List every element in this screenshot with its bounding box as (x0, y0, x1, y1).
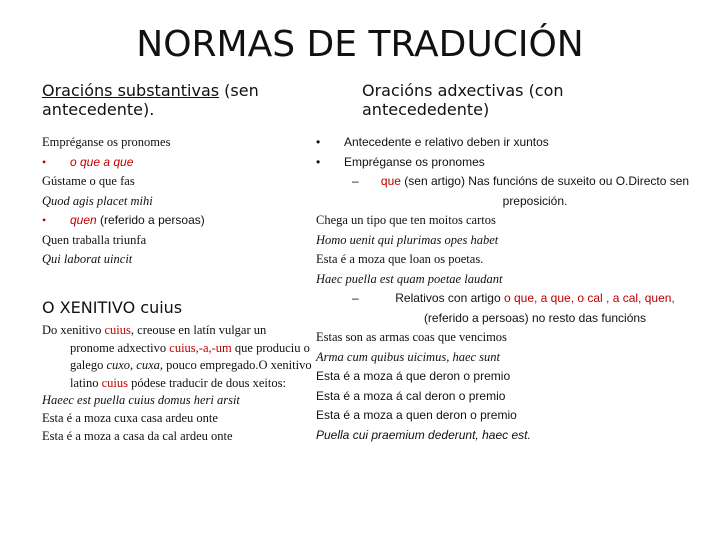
xen-red-3: cuius (101, 375, 128, 390)
xenitivo-heading: O XENITIVO cuius (42, 298, 183, 317)
right-heading: Oracións adxectivas (con antecededente) (362, 81, 564, 119)
right-bullet-1 (316, 133, 696, 153)
xen-text-e: pódese traducir de dous xeitos: (127, 375, 286, 390)
right-line-5: Estas son as armas coas que vencimos (316, 330, 507, 344)
left-bullet-2 (42, 211, 312, 231)
page-title: NORMAS DE TRADUCIÓN (136, 24, 584, 65)
right-bullet-2 (316, 153, 696, 173)
right-dash-2-text-a: Relativos con artigo (395, 291, 504, 305)
left-red-text: o que a que (70, 154, 134, 169)
left-heading-underlined: Oracións substantivas (42, 81, 220, 100)
xen-example-1: Esta é a moza cuxa casa ardeu onte (42, 410, 218, 425)
right-column (316, 133, 696, 445)
left-line-1: Empréganse os pronomes (42, 135, 171, 149)
left-heading-rest: (sen antecedente). (42, 81, 259, 119)
left-quen-rest: (referido a persoas) (96, 213, 205, 227)
left-heading (42, 81, 312, 119)
dash-icon: – (352, 174, 359, 188)
xen-italic: cuxo, cuxa (106, 358, 160, 373)
xen-text-a: Do xenitivo (42, 323, 105, 337)
right-red-relatives: o que, a que, o cal , a cal, quen, (503, 291, 675, 305)
right-line-8: Esta é a moza á cal deron o premio (316, 388, 506, 403)
right-line-10: Puella cui praemium dederunt, haec est. (316, 427, 531, 442)
left-line-3: Gústame o que fas (42, 174, 135, 188)
right-dash-2-text-b: (referido a persoas) no resto das funcións (423, 310, 647, 325)
bullet-icon: • (316, 135, 321, 149)
right-line-4: Haec puella est quam poetae laudant (316, 271, 503, 286)
left-line-7: Qui laborat uincit (42, 252, 133, 266)
left-bullet-1 (42, 153, 312, 173)
right-dash-1 (316, 172, 696, 211)
right-line-3: Esta é a moza que loan os poetas. (316, 252, 484, 266)
right-dash-1-text: (sen artigo) Nas funcións de suxeito ou O.Directo sen preposición. (400, 174, 690, 208)
xen-text-c: que produciu o galego (70, 340, 310, 373)
xen-red-1: cuius (104, 323, 131, 337)
xenitivo-paragraph (42, 322, 312, 392)
right-line-2: Homo uenit qui plurimas opes habet (316, 232, 499, 247)
left-red-quen: quen (70, 213, 97, 227)
xen-text-d: , pouco empregado.O xenitivo latino (70, 358, 312, 390)
right-line-6: Arma cum quibus uicimus, haec sunt (316, 349, 501, 364)
xen-red-2: cuius,-a,-um (169, 340, 232, 355)
bullet-icon: • (316, 154, 321, 169)
right-line-1: Chega un tipo que ten moitos cartos (316, 213, 496, 227)
xen-example-latin: Haeec est puella cuius domus heri arsit (42, 393, 240, 408)
right-dash-2 (316, 289, 696, 328)
right-line-7: Esta é a moza á que deron o premio (316, 369, 511, 383)
left-line-4: Quod agis placet mihi (42, 193, 153, 208)
xen-text-b: , creouse en latín vulgar un pronome adxectivo (70, 323, 267, 355)
bullet-icon: • (42, 213, 47, 227)
left-column (42, 133, 312, 270)
xenitivo-block (42, 322, 312, 445)
xen-example-2: Esta é a moza a casa da cal ardeu onte (42, 428, 233, 443)
right-line-9: Esta é a moza a quen deron o premio (316, 408, 517, 422)
right-red-que: que (380, 174, 401, 188)
left-line-6: Quen traballa triunfa (42, 232, 147, 247)
right-bullet-2-text: Empréganse os pronomes (344, 154, 485, 169)
right-bullet-1-text: Antecedente e relativo deben ir xuntos (344, 135, 549, 149)
dash-icon: – (352, 291, 359, 305)
bullet-icon: • (42, 154, 47, 169)
